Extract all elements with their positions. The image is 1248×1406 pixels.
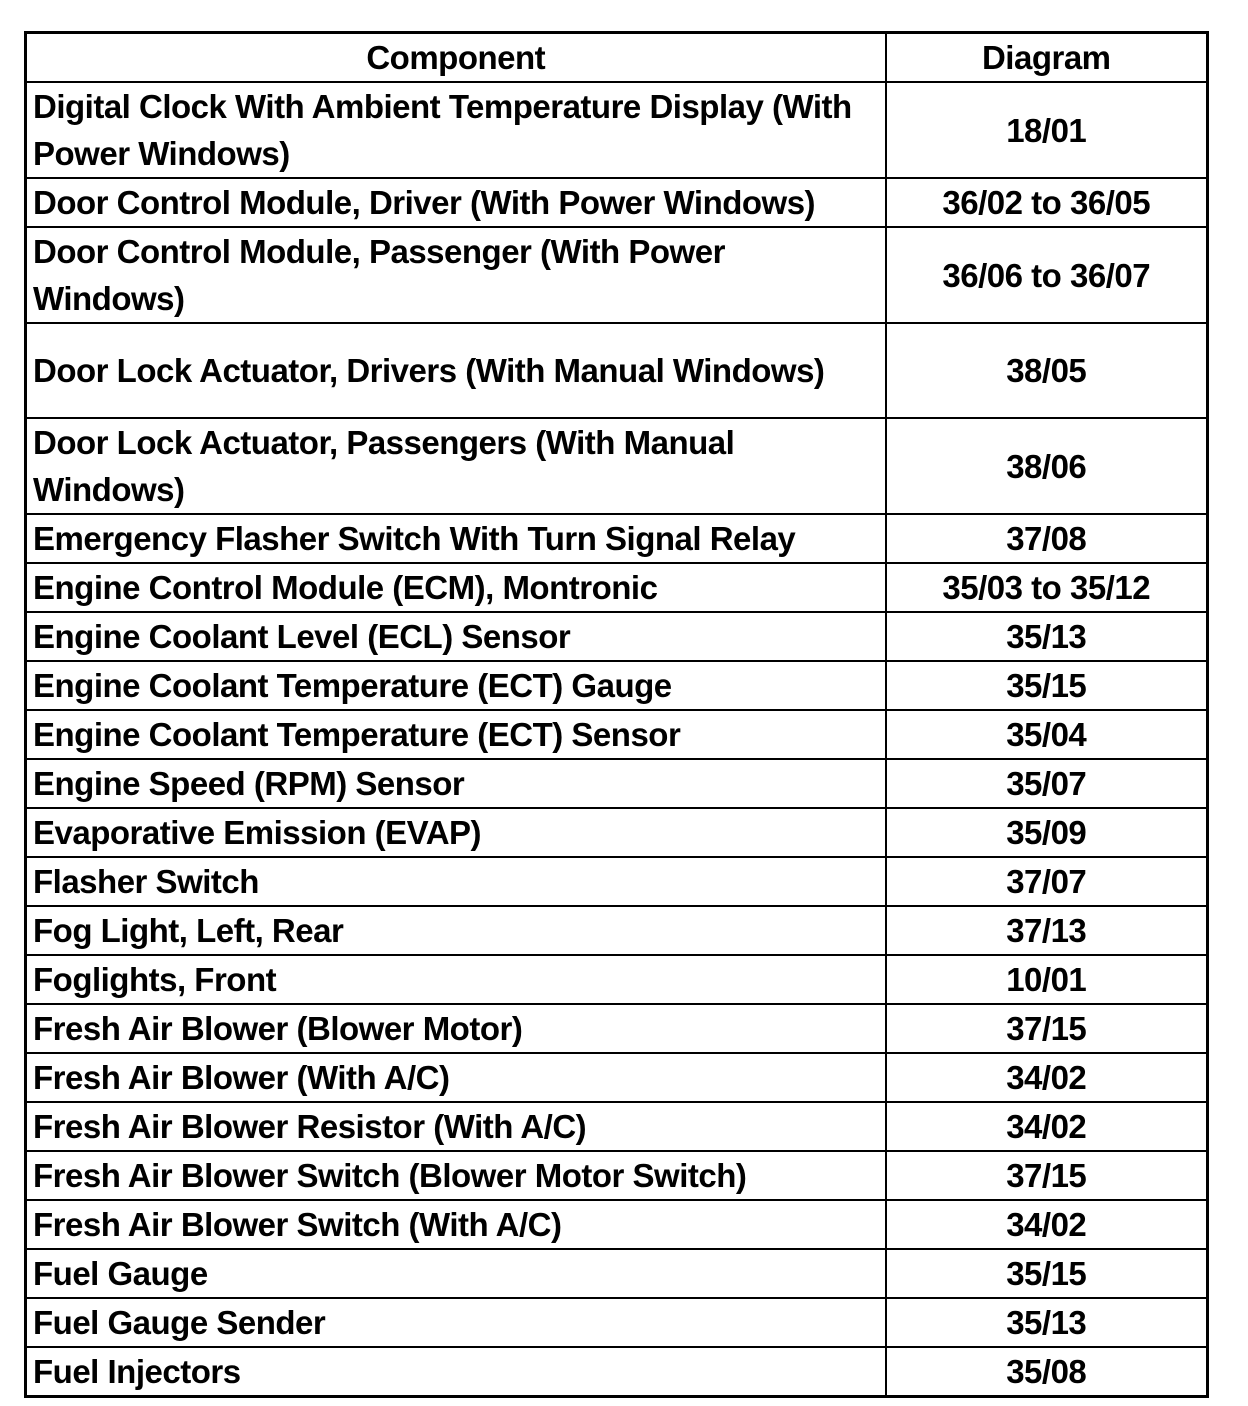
component-cell: Door Control Module, Driver (With Power Windows) <box>26 178 886 227</box>
table-row <box>26 514 1208 563</box>
diagram-cell: 38/05 <box>886 323 1208 418</box>
diagram-cell: 37/15 <box>886 1004 1208 1053</box>
diagram-cell: 37/15 <box>886 1151 1208 1200</box>
table-row <box>26 759 1208 808</box>
table-row <box>26 1102 1208 1151</box>
table-row <box>26 1053 1208 1102</box>
component-cell: Engine Coolant Temperature (ECT) Sensor <box>26 710 886 759</box>
table-row <box>26 1200 1208 1249</box>
table-row <box>26 661 1208 710</box>
component-cell: Flasher Switch <box>26 857 886 906</box>
table-row <box>26 227 1208 323</box>
component-cell: Fresh Air Blower Resistor (With A/C) <box>26 1102 886 1151</box>
table-body <box>26 82 1208 1397</box>
diagram-cell: 10/01 <box>886 955 1208 1004</box>
component-cell: Engine Control Module (ECM), Montronic <box>26 563 886 612</box>
component-cell: Engine Speed (RPM) Sensor <box>26 759 886 808</box>
diagram-cell: 37/08 <box>886 514 1208 563</box>
component-cell: Digital Clock With Ambient Temperature Display (With Power Windows) <box>26 82 886 178</box>
table-row <box>26 323 1208 418</box>
table-row <box>26 710 1208 759</box>
component-cell: Fresh Air Blower Switch (Blower Motor Switch) <box>26 1151 886 1200</box>
table-row <box>26 906 1208 955</box>
table-row <box>26 955 1208 1004</box>
diagram-cell: 35/03 to 35/12 <box>886 563 1208 612</box>
diagram-cell: 37/13 <box>886 906 1208 955</box>
component-cell: Fuel Gauge Sender <box>26 1298 886 1347</box>
diagram-cell: 34/02 <box>886 1200 1208 1249</box>
diagram-cell: 35/07 <box>886 759 1208 808</box>
component-diagram-table <box>24 31 1209 1398</box>
diagram-cell: 34/02 <box>886 1053 1208 1102</box>
component-cell: Evaporative Emission (EVAP) <box>26 808 886 857</box>
table-row <box>26 808 1208 857</box>
diagram-cell: 37/07 <box>886 857 1208 906</box>
component-cell: Fog Light, Left, Rear <box>26 906 886 955</box>
component-cell: Fresh Air Blower (With A/C) <box>26 1053 886 1102</box>
table-row <box>26 1347 1208 1397</box>
table-row <box>26 1004 1208 1053</box>
table-row <box>26 1151 1208 1200</box>
diagram-cell: 35/15 <box>886 661 1208 710</box>
diagram-cell: 35/09 <box>886 808 1208 857</box>
component-cell: Fuel Gauge <box>26 1249 886 1298</box>
table-row <box>26 1249 1208 1298</box>
component-cell: Engine Coolant Level (ECL) Sensor <box>26 612 886 661</box>
diagram-cell: 35/13 <box>886 612 1208 661</box>
table-row <box>26 1298 1208 1347</box>
diagram-cell: 36/02 to 36/05 <box>886 178 1208 227</box>
component-cell: Door Control Module, Passenger (With Power Windows) <box>26 227 886 323</box>
diagram-cell: 18/01 <box>886 82 1208 178</box>
header-row <box>26 33 1208 83</box>
table-row <box>26 82 1208 178</box>
diagram-cell: 35/15 <box>886 1249 1208 1298</box>
component-cell: Fuel Injectors <box>26 1347 886 1397</box>
component-cell: Fresh Air Blower Switch (With A/C) <box>26 1200 886 1249</box>
component-cell: Engine Coolant Temperature (ECT) Gauge <box>26 661 886 710</box>
component-cell: Fresh Air Blower (Blower Motor) <box>26 1004 886 1053</box>
component-cell: Door Lock Actuator, Drivers (With Manual Windows) <box>26 323 886 418</box>
table-row <box>26 612 1208 661</box>
table-row <box>26 418 1208 514</box>
diagram-cell: 36/06 to 36/07 <box>886 227 1208 323</box>
diagram-cell: 35/08 <box>886 1347 1208 1397</box>
diagram-cell: 35/13 <box>886 1298 1208 1347</box>
diagram-cell: 34/02 <box>886 1102 1208 1151</box>
component-cell: Foglights, Front <box>26 955 886 1004</box>
component-cell: Emergency Flasher Switch With Turn Signal Relay <box>26 514 886 563</box>
diagram-column-header: Diagram <box>886 33 1208 83</box>
diagram-cell: 35/04 <box>886 710 1208 759</box>
table-row <box>26 563 1208 612</box>
table-row <box>26 857 1208 906</box>
component-cell: Door Lock Actuator, Passengers (With Manual Windows) <box>26 418 886 514</box>
component-column-header: Component <box>26 33 886 83</box>
table-row <box>26 178 1208 227</box>
diagram-cell: 38/06 <box>886 418 1208 514</box>
